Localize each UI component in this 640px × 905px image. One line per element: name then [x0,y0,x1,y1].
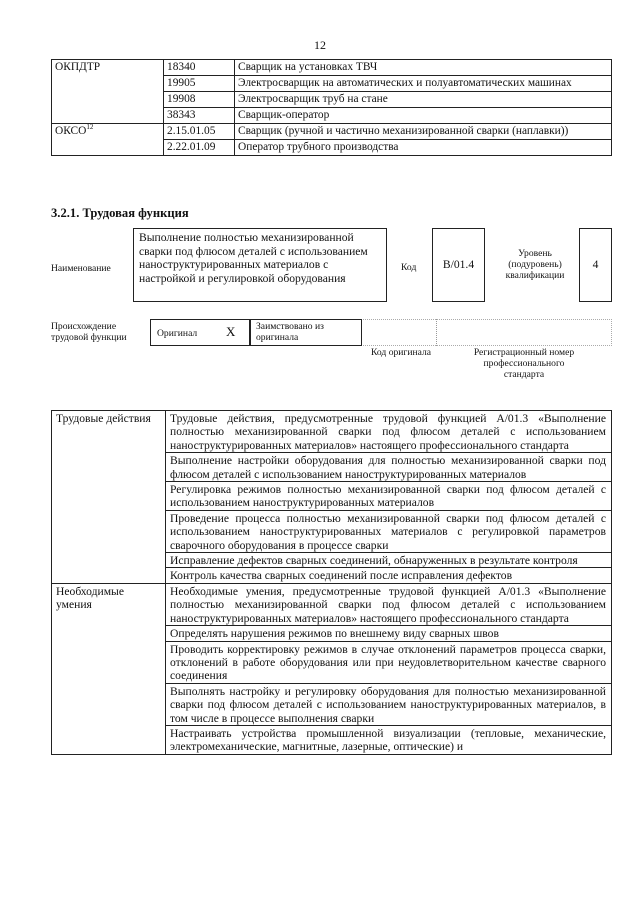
classifier-title: Электросварщик труб на стане [235,92,612,108]
function-name-box [133,228,387,302]
labor-action-section-label: Трудовые действия [52,411,166,584]
origin-reg-caption: Регистрационный номер профессионального стандарта [473,347,575,380]
classifier-code: 19905 [164,76,235,92]
skill-item: Выполнять настройку и регулировку оборудования для полностью механизированной сварки под флюсом деталей с использованием наноструктурированных материалов, в том числе в процессе выполнения сварки [166,683,612,725]
classifier-title: Сварщик на установках ТВЧ [235,60,612,76]
classifier-title: Оператор трубного производства [235,140,612,156]
labor-action-item: Контроль качества сварных соединений после исправления дефектов [166,568,612,583]
classifier-code: 18340 [164,60,235,76]
labor-action-item: Выполнение настройки оборудования для полностью механизированной сварки под флюсом деталей с использованием наноструктурированных материалов [166,453,612,482]
origin-original: Оригинал [157,328,198,339]
classification-row [52,60,612,76]
origin-label: Происхождение трудовой функции [51,321,127,343]
level-value: 4 [592,258,599,272]
classification-row [52,124,612,140]
footnote-ref: 12 [86,123,94,131]
classifier-title: Сварщик-оператор [235,108,612,124]
code-label: Код [401,262,417,273]
classifier-name: ОКСО$^{12}$ [52,124,164,156]
classifier-code: 38343 [164,108,235,124]
classification-table [51,59,612,156]
classifier-title: Электросварщик на автоматических и полуавтоматических машинах [235,76,612,92]
name-label: Наименование [51,263,111,274]
level-box [579,228,612,302]
skill-section-label: Необходимые умения [52,583,166,754]
skill-item: Необходимые умения, предусмотренные трудовой функцией A/01.3 «Выполнение полностью механизированной сварки под флюсом деталей с использованием наноструктурированных материалов» настоящего профессионального стандарта [166,583,612,625]
function-code-box [432,228,485,302]
function-code: B/01.4 [442,258,475,272]
skill-item: Определять нарушения режимов по внешнему виду сварных швов [166,626,612,641]
classifier-code: 2.15.01.05 [164,124,235,140]
origin-code-caption: Код оригинала [370,347,432,358]
labor-action-item: Исправление дефектов сварных соединений, обнаруженных в результате контроля [166,553,612,568]
function-details-table [51,410,612,755]
classifier-title: Сварщик (ручной и частично механизированной сварки (наплавки)) [235,124,612,140]
section-title: 3.2.1. Трудовая функция [51,206,189,220]
origin-divider [436,319,438,346]
page-number: 12 [314,38,326,52]
skill-item: Настраивать устройства промышленной визуализации (тепловые, механические, электромеханические, магнитные, лазерные, оптические) и [166,725,612,754]
function-name: Выполнение полностью механизированной сварки под флюсом деталей с использованием наноструктурированных материалов с настройкой и регулировкой оборудования [139,231,368,285]
origin-borrowed: Заимствовано из оригинала [256,321,324,343]
skill-item: Проводить корректировку режимов в случае отклонений параметров процесса сварки, отклонений в работе оборудования или при неудовлетворительном качестве сварного соединения [166,641,612,683]
labor-action-row [52,411,612,453]
labor-action-item: Проведение процесса полностью механизированной сварки под флюсом деталей с использованием наноструктурированных материалов с регулировкой параметров сварочного оборудования в процессе сварки [166,510,612,552]
skill-row [52,583,612,625]
labor-action-item: Регулировка режимов полностью механизированной сварки под флюсом деталей с использованием наноструктурированных материалов [166,482,612,511]
classifier-name: ОКПДТР [52,60,164,124]
labor-action-item: Трудовые действия, предусмотренные трудовой функцией A/01.3 «Выполнение полностью механизированной сварки под флюсом деталей с использованием наноструктурированных материалов» настоящего профессионального стандарта [166,411,612,453]
origin-mark: X [226,324,236,339]
classifier-code: 19908 [164,92,235,108]
classifier-code: 2.22.01.09 [164,140,235,156]
level-label: Уровень (подуровень) квалификации [505,248,565,281]
